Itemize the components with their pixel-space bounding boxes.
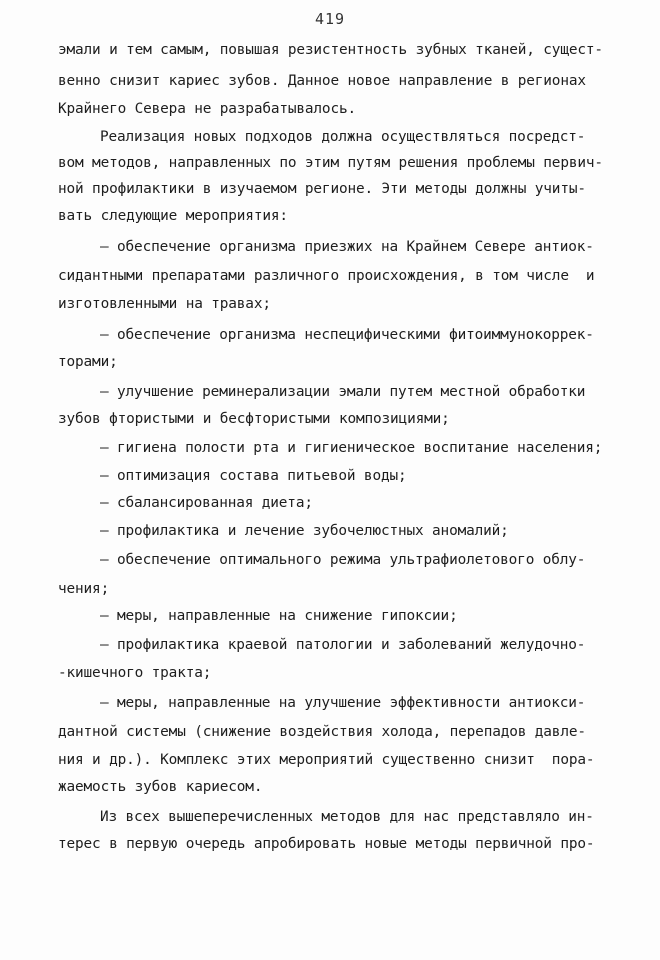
text-line: вом методов, направленных по этим путям решения проблемы первич-: [58, 155, 603, 171]
page-number: 419: [314, 10, 346, 28]
text-line: ной профилактики в изучаемом регионе. Эти методы должны учиты-: [58, 181, 586, 197]
text-line: вать следующие мероприятия:: [58, 208, 288, 224]
text-line: терес в первую очередь апробировать новые методы первичной про-: [58, 836, 595, 852]
list-item: – профилактика краевой патологии и заболеваний желудочно-: [100, 637, 586, 653]
text-line: Из всех вышеперечисленных методов для нас представляло ин-: [100, 809, 594, 825]
text-line: зубов фтористыми и бесфтористыми композициями;: [58, 411, 450, 427]
text-line: торами;: [58, 354, 118, 370]
list-item: – меры, направленные на снижение гипоксии;: [100, 608, 458, 624]
list-item: – профилактика и лечение зубочелюстных аномалий;: [100, 523, 509, 539]
text-line: изготовленными на травах;: [58, 296, 271, 312]
text-line: венно снизит кариес зубов. Данное новое направление в регионах: [58, 73, 586, 89]
text-line: Реализация новых подходов должна осуществляться посредст-: [100, 129, 586, 145]
list-item: – обеспечение организма неспецифическими фитоиммунокоррек-: [100, 327, 594, 343]
text-line: Крайнего Севера не разрабатывалось.: [58, 101, 356, 117]
list-item: – обеспечение оптимального режима ультрафиолетового облу-: [100, 552, 586, 568]
list-item: – меры, направленные на улучшение эффективности антиокси-: [100, 695, 586, 711]
list-item: – гигиена полости рта и гигиеническое воспитание населения;: [100, 440, 603, 456]
text-line: -кишечного тракта;: [58, 665, 212, 681]
list-item: – обеспечение организма приезжих на Крайнем Севере антиок-: [100, 239, 594, 255]
list-item: – улучшение реминерализации эмали путем местной обработки: [100, 384, 586, 400]
text-line: чения;: [58, 581, 110, 597]
list-item: – сбалансированная диета;: [100, 495, 313, 511]
text-line: эмали и тем самым, повышая резистентность зубных тканей, сущест-: [58, 42, 603, 58]
list-item: – оптимизация состава питьевой воды;: [100, 468, 407, 484]
text-line: жаемость зубов кариесом.: [58, 779, 263, 795]
text-line: ния и др.). Комплекс этих мероприятий существенно снизит пора-: [58, 752, 595, 768]
text-line: дантной системы (снижение воздействия холода, перепадов давле-: [58, 724, 586, 740]
text-line: сидантными препаратами различного происхождения, в том числе и: [58, 268, 595, 284]
